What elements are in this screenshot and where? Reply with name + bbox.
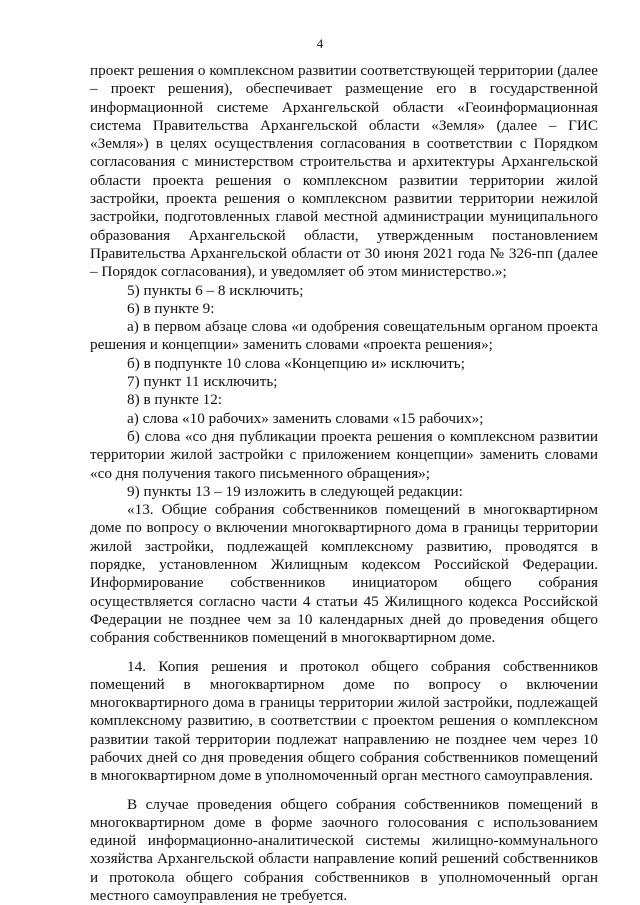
paragraph-item-5: 5) пункты 6 – 8 исключить; — [127, 281, 304, 299]
paragraph-item-8b: б) слова «со дня публикации проекта решения о комплексном развитии территории жилой застройки с приложением концепции» заменить словами «со дня получения такого письменного обращения»; — [90, 427, 598, 482]
paragraph-item-8: 8) в пункте 12: — [127, 391, 223, 409]
paragraph-clause-14-second: В случае проведения общего собрания собственников помещений в многоквартирном доме в форме заочного голосования с использованием единой информационно-аналитической системы жилищно-коммунального хозяйства Архангельской области направление копий решений собственников и протокола общего собрания собственников в уполномоченный орган местного самоуправления не требуется. — [90, 795, 598, 905]
paragraph-item-6: 6) в пункте 9: — [127, 299, 215, 317]
paragraph-clause-13: «13. Общие собрания собственников помещений в многоквартирном доме по вопросу о включении многоквартирного дома в границы территории жилой застройки, подлежащей комплексному развитию, проводятся в порядке, установленном Жилищным кодексом Российской Федерации. Информирование собственников инициатором общего собрания осуществляется согласно части 4 статьи 45 Жилищного кодекса Российской Федерации не позднее чем за 10 календарных дней до проведения общего собрания собственников помещений в многоквартирном доме. — [90, 501, 598, 647]
paragraph-item-7: 7) пункт 11 исключить; — [127, 373, 278, 391]
document-body — [90, 62, 598, 905]
paragraph-clause-14: 14. Копия решения и протокол общего собрания собственников помещений в многоквартирном доме по вопросу о включении многоквартирного дома в границы территории жилой застройки, подлежащей комплексному развитию, в соответствии с проектом решения о комплексном развитии такой территории подлежат направлению не позднее чем через 10 рабочих дней со дня проведения общего собрания собственников помещений в многоквартирном доме в уполномоченный орган местного самоуправления. — [90, 657, 598, 785]
paragraph-item-6a: а) в первом абзаце слова «и одобрения совещательным органом проекта решения и концепции» заменить словами «проекта решения»; — [90, 318, 598, 354]
paragraph-item-6b: б) в подпункте 10 слова «Концепцию и» исключить; — [127, 354, 465, 372]
page-number: 4 — [316, 36, 324, 51]
paragraph-item-9: 9) пункты 13 – 19 изложить в следующей редакции: — [127, 482, 463, 500]
paragraph-continuation: проект решения о комплексном развитии соответствующей территории (далее – проект решения), обеспечивает размещение его в государственной информационной системе Архангельской области «Геоинформационная система Правительства Архангельской области «Земля» (далее – ГИС «Земля») в целях осуществления согласования в соответствии с Порядком согласования с министерством строительства и архитектуры Архангельской области проекта решения о комплексном развитии территории жилой застройки, проекта решения о комплексном развитии территории нежилой застройки, подготовленных главой местной администрации муниципального образования Архангельской области, утвержденным постановлением Правительства Архангельской области от 30 июня 2021 года № 326-пп (далее – Порядок согласования), и уведомляет об этом министерство.»; — [90, 62, 598, 281]
paragraph-item-8a: а) слова «10 рабочих» заменить словами «15 рабочих»; — [127, 409, 484, 427]
